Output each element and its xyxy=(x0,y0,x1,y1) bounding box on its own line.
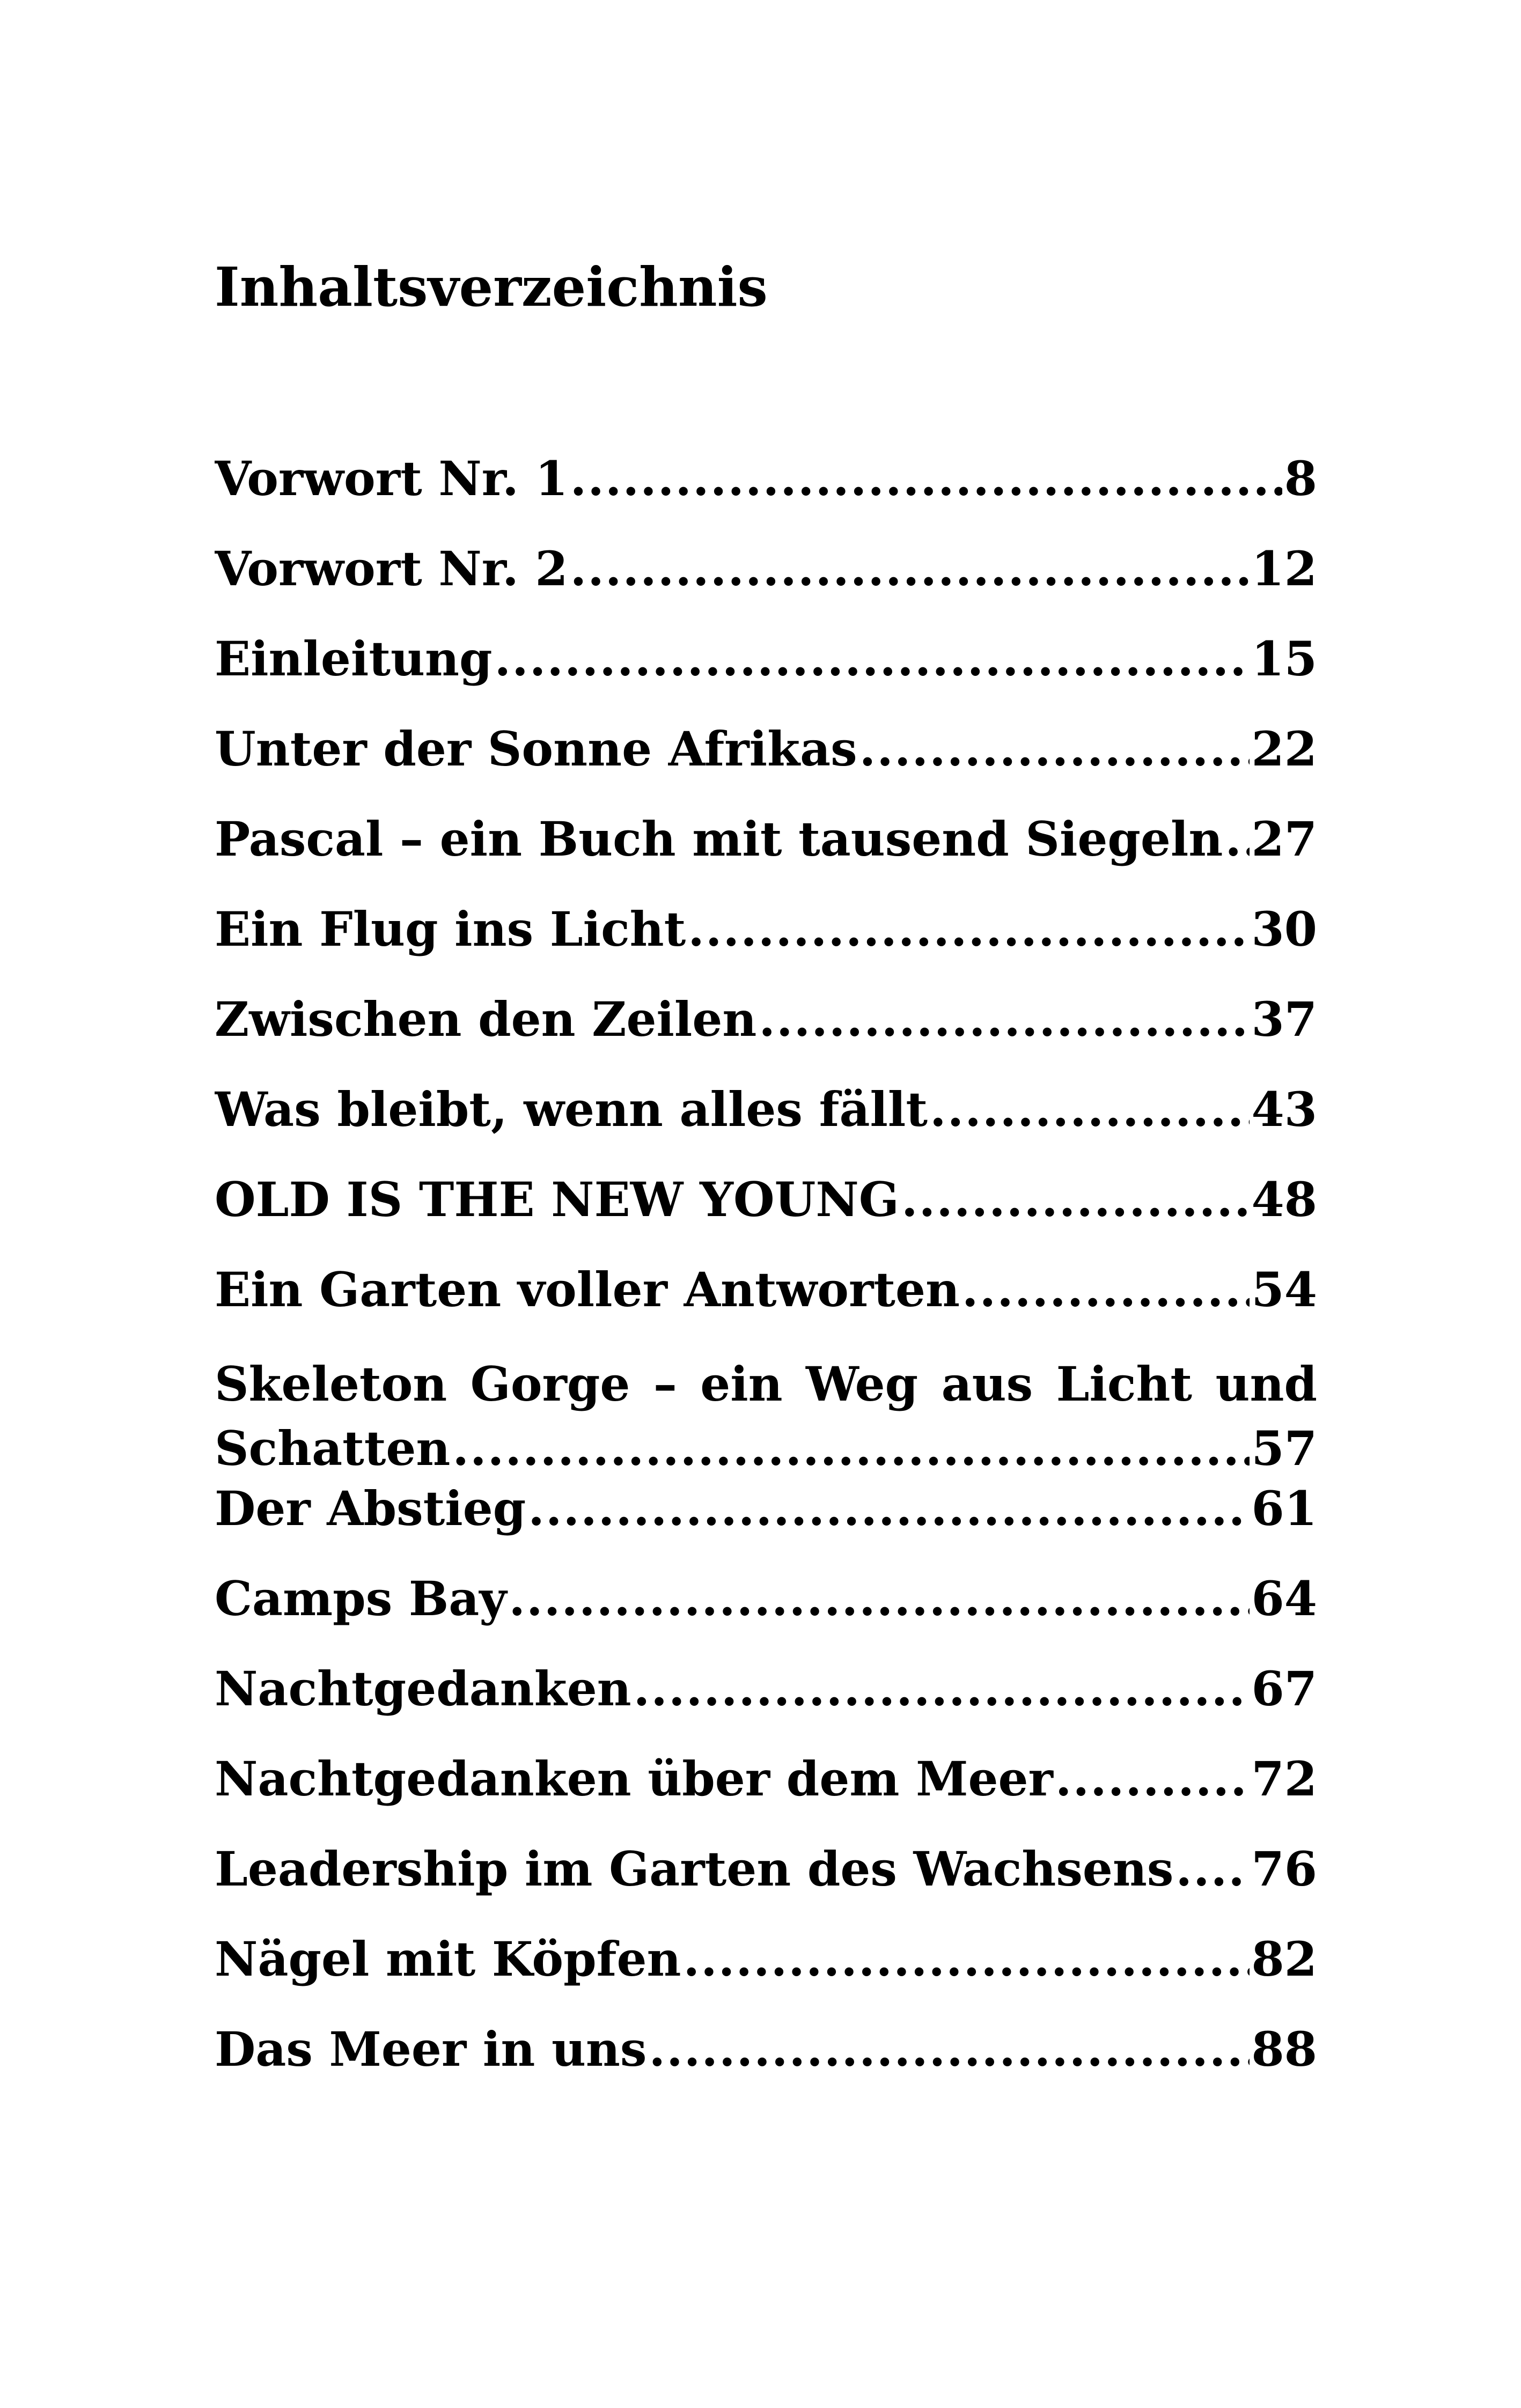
toc-entry-page: 88 xyxy=(1251,2021,1317,2077)
toc-dot-leader xyxy=(494,631,1249,688)
toc-dot-leader xyxy=(930,1081,1250,1138)
toc-entry-page: 27 xyxy=(1251,811,1317,867)
toc-dot-leader xyxy=(634,1661,1250,1718)
toc-dot-leader xyxy=(683,1931,1249,1988)
toc-entry-page: 48 xyxy=(1251,1172,1317,1227)
toc-entry-title: Pascal – ein Buch mit tausend Siegeln xyxy=(215,811,1223,867)
toc-word: Gorge xyxy=(470,1356,630,1412)
toc-entry[interactable] xyxy=(215,721,1317,811)
toc-entry-page: 12 xyxy=(1251,541,1317,597)
toc-entry-page: 43 xyxy=(1251,1081,1317,1137)
toc-entry[interactable] xyxy=(215,1571,1317,1661)
toc-heading: Inhaltsverzeichnis xyxy=(215,255,768,319)
toc-entry-page: 72 xyxy=(1251,1751,1317,1807)
toc-dot-leader xyxy=(1055,1751,1250,1808)
toc-entry-title: Schatten xyxy=(215,1420,451,1476)
toc-dot-leader xyxy=(570,541,1250,598)
toc-entry[interactable] xyxy=(215,901,1317,991)
toc-word: und xyxy=(1215,1356,1317,1412)
toc-entry[interactable] xyxy=(215,1841,1317,1931)
toc-entry-page: 15 xyxy=(1251,631,1317,687)
toc-entry-page: 76 xyxy=(1251,1841,1317,1897)
toc-dot-leader xyxy=(688,901,1249,958)
toc-entry[interactable] xyxy=(215,451,1317,541)
toc-entry[interactable] xyxy=(215,1262,1317,1352)
toc-entry-title: Nachtgedanken xyxy=(215,1661,631,1717)
toc-word: aus xyxy=(941,1356,1033,1412)
toc-entry[interactable] xyxy=(215,1172,1317,1262)
toc-entry-page: 30 xyxy=(1251,901,1317,957)
toc-dot-leader xyxy=(570,451,1282,507)
toc-dot-leader xyxy=(509,1571,1249,1628)
toc-dot-leader xyxy=(528,1481,1249,1537)
toc-word: ein xyxy=(700,1356,783,1412)
toc-entry-title-line1 xyxy=(215,1352,1317,1416)
toc-dot-leader xyxy=(1225,811,1249,868)
toc-entry[interactable] xyxy=(215,1081,1317,1172)
toc-word: Weg xyxy=(806,1356,919,1412)
toc-entry-title: Was bleibt, wenn alles fällt xyxy=(215,1081,928,1137)
toc-entry-title: Camps Bay xyxy=(215,1571,507,1626)
toc-entry-page: 64 xyxy=(1251,1571,1317,1626)
toc-entry-page: 22 xyxy=(1251,721,1317,777)
toc-entry-page: 54 xyxy=(1251,1262,1317,1317)
toc-entry[interactable] xyxy=(215,991,1317,1081)
toc-entry-page: 67 xyxy=(1251,1661,1317,1717)
toc-entry[interactable] xyxy=(215,1661,1317,1751)
toc-entry-wrapped[interactable] xyxy=(215,1352,1317,1481)
toc-word: Licht xyxy=(1056,1356,1193,1412)
toc-entry-page: 82 xyxy=(1251,1931,1317,1987)
toc-dot-leader xyxy=(1175,1841,1249,1898)
toc-entry-title: Einleitung xyxy=(215,631,493,687)
toc-entry-title: Ein Garten voller Antworten xyxy=(215,1262,960,1317)
toc-entry-title-line2 xyxy=(215,1416,1317,1481)
toc-entry-page: 57 xyxy=(1251,1420,1317,1476)
toc-entry-title: Der Abstieg xyxy=(215,1481,526,1536)
toc-entry-title: Nachtgedanken über dem Meer xyxy=(215,1751,1053,1807)
toc-entry-title: Nägel mit Köpfen xyxy=(215,1931,681,1987)
toc-entry-title: Ein Flug ins Licht xyxy=(215,901,686,957)
toc-entry-title: Das Meer in uns xyxy=(215,2021,647,2077)
toc-dot-leader xyxy=(452,1416,1249,1481)
toc-entry-title: Zwischen den Zeilen xyxy=(215,991,757,1047)
toc-entry[interactable] xyxy=(215,1751,1317,1841)
toc-entry-title: Vorwort Nr. 1 xyxy=(215,451,568,506)
toc-word: Skeleton xyxy=(215,1356,447,1412)
toc-entry[interactable] xyxy=(215,631,1317,721)
toc-entry-page: 61 xyxy=(1251,1481,1317,1536)
toc-entry[interactable] xyxy=(215,2021,1317,2111)
toc-dot-leader xyxy=(962,1262,1250,1319)
toc-dot-leader xyxy=(901,1172,1250,1228)
toc-entry[interactable] xyxy=(215,811,1317,901)
toc-entry-title: Vorwort Nr. 2 xyxy=(215,541,568,597)
toc-entry[interactable] xyxy=(215,1481,1317,1571)
toc-entry-page: 8 xyxy=(1284,451,1317,506)
toc-entry[interactable] xyxy=(215,541,1317,631)
toc-entry-title: OLD IS THE NEW YOUNG xyxy=(215,1172,899,1227)
toc-dot-leader xyxy=(759,991,1249,1048)
toc-dot-leader xyxy=(859,721,1250,778)
toc-dot-leader xyxy=(649,2021,1249,2078)
toc-entry-title: Unter der Sonne Afrikas xyxy=(215,721,857,777)
toc-entry[interactable] xyxy=(215,1931,1317,2021)
toc-word: – xyxy=(653,1356,677,1412)
toc-entry-title: Leadership im Garten des Wachsens xyxy=(215,1841,1174,1897)
toc-list xyxy=(215,451,1317,2111)
toc-entry-page: 37 xyxy=(1251,991,1317,1047)
